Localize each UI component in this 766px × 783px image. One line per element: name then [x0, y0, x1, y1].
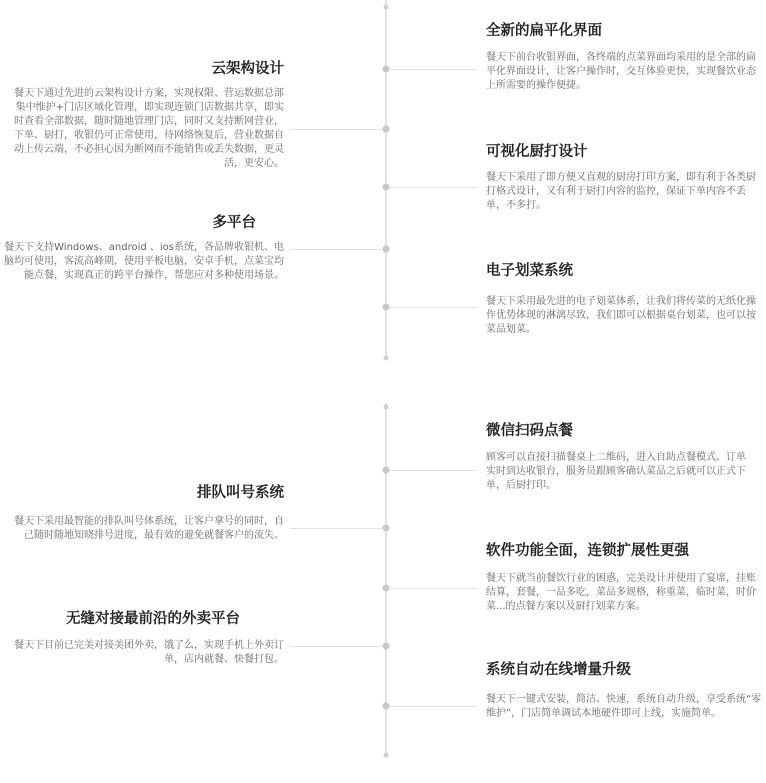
connector-line: [389, 307, 477, 308]
connector-line: [290, 129, 383, 130]
feature-title: 电子划菜系统: [486, 263, 573, 279]
feature-description: 餐天下采用最先进的电子划菜体系，让我们将传菜的无纸化操作优势体现的淋漓尽致，我们即可以根据桌台划菜，也可以按菜品划菜。: [486, 296, 756, 335]
connector-line: [290, 528, 383, 529]
feature-description: 餐天下就当前餐饮行业的困惑，完美设计并使用了宴席，挂账结算，套餐，一品多吃，菜品多规格，称重菜，临时菜，时价菜...的点餐方案以及厨打划菜方案。: [486, 573, 756, 612]
timeline-dot: [384, 5, 389, 10]
feature-title: 多平台: [212, 215, 256, 231]
connector-line: [389, 588, 477, 589]
connector-line: [389, 187, 477, 188]
feature-title: 微信扫码点餐: [486, 423, 573, 439]
feature-title: 软件功能全面，连锁扩展性更强: [486, 543, 689, 559]
timeline-dot: [384, 356, 389, 361]
feature-title: 云架构设计: [211, 61, 284, 77]
feature-title: 排队叫号系统: [197, 485, 284, 501]
timeline-dot: [383, 525, 390, 532]
feature-title: 系统自动在线增量升级: [486, 662, 631, 678]
feature-title: 全新的扁平化界面: [486, 23, 602, 39]
timeline-dot: [384, 405, 389, 410]
connector-line: [389, 69, 477, 70]
timeline-dot: [383, 246, 390, 253]
feature-description: 餐天下通过先进的云架构设计方案，实现权限、营运数据总部集中维护+门店区域化管理，即实现连锁门店数据共享，即实时查看全部数据，随时随地管理门店，同时又支持断网营业，下单、厨打，收银仍可正常使用，待网络恢复后，营业数据自动上传云端，不必担心因为断网而不能销售或丢失数据，更灵活，更安心。: [14, 88, 284, 169]
feature-description: 餐天下前台收银界面，各终端的点菜界面均采用的是全部的扁平化界面设计，让客户操作时，交互体验更快，实现餐饮业态上所需要的操作便捷。: [486, 52, 756, 91]
timeline-dot: [384, 753, 389, 758]
feature-description: 餐天下采用了即方便又直观的厨房打印方案，即有利于各类厨打格式设计，又有利于厨打内容的监控，保证下单内容不丢单，不多打。: [486, 172, 756, 211]
feature-description: 餐天下支持Windows、android 、ios系统，各品牌收银机、电脑均可使用，客流高峰期，使用平板电脑，安卓手机，点菜宝均能点餐，实现真正的跨平台操作，帮您应对多种使用场景。: [4, 242, 284, 281]
connector-line: [389, 470, 477, 471]
feature-description: 餐天下目前已完美对接美团外卖，饿了么，实现手机上外卖订单，店内就餐、快餐打包。: [14, 640, 284, 665]
connector-line: [290, 249, 383, 250]
connector-line: [389, 706, 477, 707]
timeline-dot: [383, 643, 390, 650]
connector-line: [290, 646, 383, 647]
timeline-dot: [383, 126, 390, 133]
feature-title: 无缝对接最前沿的外卖平台: [66, 611, 240, 627]
feature-title: 可视化厨打设计: [486, 144, 588, 160]
feature-description: 顾客可以直接扫描餐桌上二维码，进入自助点餐模式。订单实时到达收银台，服务员跟顾客确认菜品之后就可以正式下单，后厨打印。: [486, 452, 746, 491]
feature-description: 餐天下采用最智能的排队叫号体系统，让客户拿号的同时，自己随时随地知晓排号进度，最有效的避免就餐客户的流失。: [14, 516, 284, 541]
feature-description: 餐天下一键式安装，简洁、快速，系统自动升级，享受系统“零维护”，门店简单调试本地硬件即可上线，实施简单。: [486, 694, 762, 719]
